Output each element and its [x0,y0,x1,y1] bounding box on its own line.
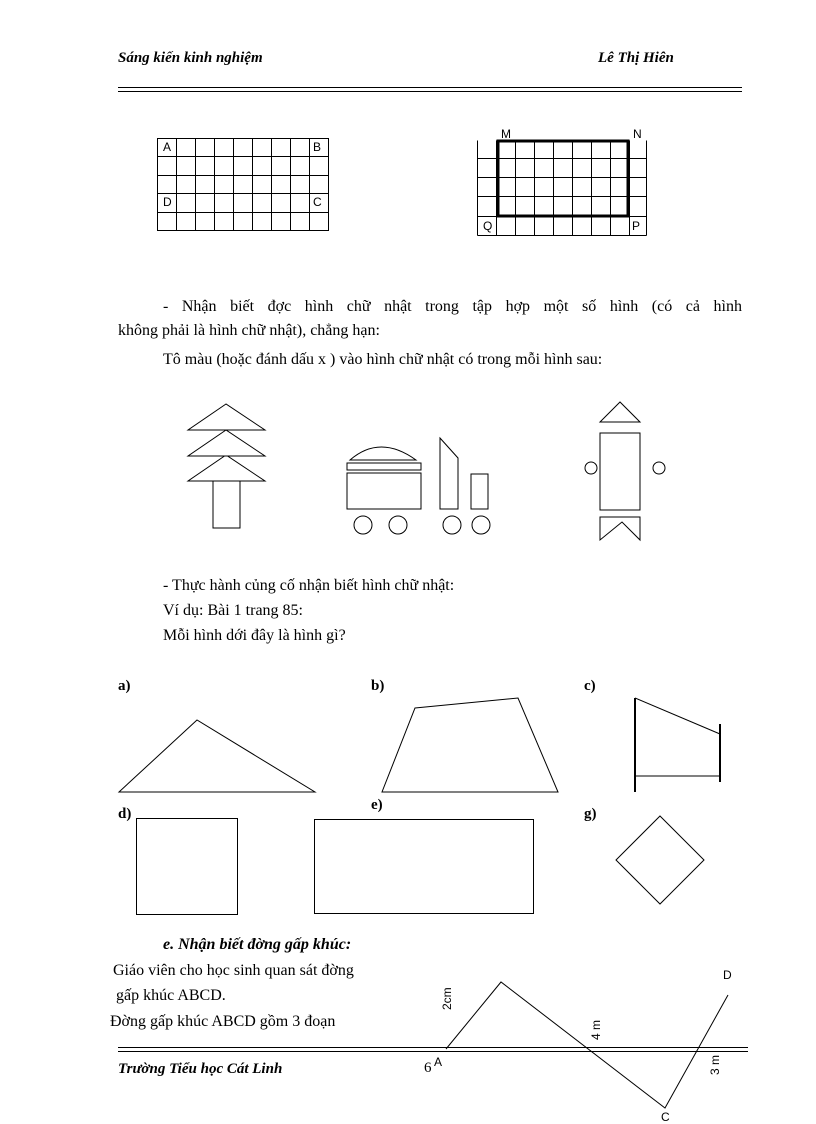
grid-label-m: M [501,127,511,141]
shape-label-g: g) [584,806,597,822]
grid-label-d: D [163,195,172,209]
header-title: Sáng kiến kinh nghiệm [118,50,263,66]
practice-line-2: Ví dụ: Bài 1 trang 85: [163,602,303,619]
identify-line-1: - Nhận biết đợc hình chữ nhật trong tập hợp một số hình (có cả hình [163,298,742,315]
identify-line-3: Tô màu (hoặc đánh dấu x ) vào hình chữ nhật có trong mỗi hình sau: [163,351,603,368]
grid-label-a: A [163,140,172,154]
footer-school: Trường Tiểu học Cát Linh [118,1061,283,1077]
shape-label-a: a) [118,678,131,694]
polyline-label-c: C [661,1110,670,1124]
grid-label-n: N [633,127,642,141]
shape-label-d: d) [118,806,132,822]
header-author: Lê Thị Hiên [598,50,674,66]
section-e-line-2: gấp khúc ABCD. [116,987,226,1004]
shape-label-b: b) [371,678,385,694]
length-bc: 4 m [589,1019,603,1040]
section-e-line-3: Đờng gấp khúc ABCD gồm 3 đoạn [110,1013,336,1030]
section-e-title: e. Nhận biết đờng gấp khúc: [163,936,352,953]
grid-label-q: Q [483,219,493,233]
length-ab: 2cm [440,987,454,1010]
grid-label-c: C [313,195,322,209]
practice-line-3: Mỗi hình dới đây là hình gì? [163,627,346,644]
polyline-label-a: A [434,1055,443,1069]
grid-label-p: P [632,219,641,233]
practice-line-1: - Thực hành củng cố nhận biết hình chữ nhật: [163,577,455,594]
length-cd: 3 m [708,1054,722,1075]
shape-label-e: e) [371,797,383,813]
page-number: 6 [424,1060,432,1076]
shape-label-c: c) [584,678,596,694]
section-e-line-1: Giáo viên cho học sinh quan sát đờng [113,962,354,979]
identify-line-2: không phải là hình chữ nhật), chẳng hạn: [118,322,380,339]
polyline-label-d: D [723,968,732,982]
grid-label-b: B [313,140,322,154]
